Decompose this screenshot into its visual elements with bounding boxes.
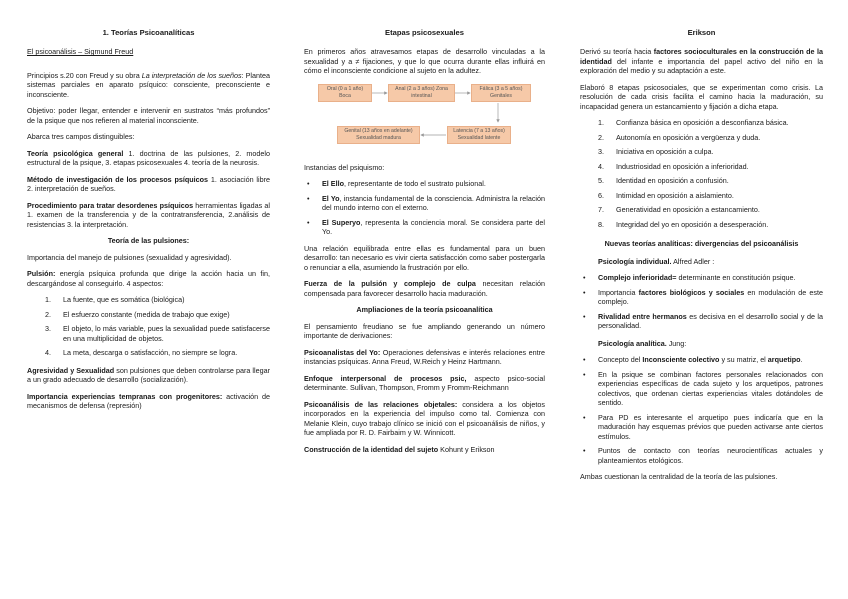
column-freud bbox=[27, 28, 270, 418]
stage-genital: Genital (13 años en adelante) Sexualidad madura bbox=[337, 126, 420, 144]
list-item: • En la psique se combinan factores personales relacionados con experiencias específicas de cada sujeto y los arquetipos, patrones colectivos, que ordenan ciertas experiencias vitales dotándoles de sentido. bbox=[583, 369, 823, 408]
sub-heading: Psicología analítica. Jung: bbox=[598, 338, 687, 348]
list-item: • El Ello, representante de todo el sustrato pulsional. bbox=[307, 179, 486, 189]
list-item: • Rivalidad entre hermanos es decisiva en el desarrollo social y de la personalidad. bbox=[583, 311, 823, 331]
paragraph: Elaboró 8 etapas psicosociales, que se experimentan como crisis. La resolución de cada crisis facilita el camino hacia la maduración, su incapacidad genera un estancamiento y fijación a dicha etapa. bbox=[580, 82, 823, 111]
paragraph: El pensamiento freudiano se fue ampliando generando un número importante de derivaciones: bbox=[304, 321, 545, 341]
paragraph: Principios s.20 con Freud y su obra La interpretación de los sueños: Plantea sistemas parciales en aparato psíquico: consciente, preconsciente e inconsciente. bbox=[27, 70, 271, 99]
section-heading: Teoría de las pulsiones: bbox=[107, 236, 190, 246]
section-title: 1. Teorías Psicoanalíticas bbox=[102, 28, 195, 37]
paragraph: Método de investigación de los procesos psíquicos 1. asociación libre 2. interpretación de sueños. bbox=[27, 174, 270, 194]
stage-oral: Oral (0 a 1 año) Boca bbox=[318, 84, 372, 102]
list-item: • El Superyo, representa la conciencia moral. Se considera parte del Yo. bbox=[307, 217, 546, 237]
list-item: 6. Intimidad en oposición a aislamiento. bbox=[598, 190, 734, 200]
column-erikson bbox=[580, 28, 823, 489]
stage-falica: Fálica (3 a 5 años) Genitales bbox=[471, 84, 531, 102]
paragraph: Construcción de la identidad del sujeto Kohunt y Erikson bbox=[304, 444, 495, 454]
aspects-list bbox=[27, 295, 270, 358]
paragraph: Psicoanalistas del Yo: Operaciones defensivas e interés relaciones entre instancias psíquicas. Anna Freud, W.Reich y Heinz Hartmann. bbox=[304, 347, 546, 367]
paragraph: Fuerza de la pulsión y complejo de culpa necesitan relación compensada para favorecer desarrollo hacia maduración. bbox=[304, 279, 545, 298]
paragraph: Ambas cuestionan la centralidad de la teoría de las pulsiones. bbox=[580, 472, 778, 482]
subtitle: El psicoanálisis – Sigmund Freud bbox=[27, 47, 134, 57]
paragraph: Importancia del manejo de pulsiones (sexualidad y agresividad). bbox=[27, 252, 232, 262]
jung-list bbox=[580, 355, 823, 465]
list-item: 1. La fuente, que es somática (biológica) bbox=[45, 295, 185, 305]
stage-anal: Anal (2 a 3 años) Zona intestinal bbox=[388, 84, 455, 102]
list-item: 4. La meta, descarga o satisfacción, no siempre se logra. bbox=[45, 348, 238, 358]
section-title: Etapas psicosexuales bbox=[385, 28, 464, 37]
list-item: 2. Autonomía en oposición a vergüenza y duda. bbox=[598, 132, 761, 142]
paragraph: En primeros años atravesamos etapas de desarrollo vinculadas a la sexualidad y a ≠ fijaciones, y que lo que ocurra durante ellas influirá en cómo el inconsciente condicione al sujeto en la adultez. bbox=[304, 47, 545, 76]
paragraph: Abarca tres campos distinguibles: bbox=[27, 132, 135, 142]
paragraph: Derivó su teoría hacia factores socioculturales en la construcción de la identidad del infante e importancia del papel activo del niño en la exploración del medio y su adaptación a este. bbox=[580, 47, 823, 76]
paragraph: Enfoque interpersonal de procesos psic, aspecto psico-social determinante. Sullivan, Thompson, Fromm y Fromm-Reichmann bbox=[304, 373, 545, 393]
list-item: 4. Industriosidad en oposición a inferioridad. bbox=[598, 161, 749, 171]
adler-list bbox=[580, 273, 823, 331]
section-title: Erikson bbox=[687, 28, 716, 37]
list-item: 3. Iniciativa en oposición a culpa. bbox=[598, 147, 714, 157]
list-item: 5. Identidad en oposición a confusión. bbox=[598, 176, 729, 186]
list-item: 8. Integridad del yo en oposición a desesperación. bbox=[598, 219, 769, 229]
list-item: 1. Confianza básica en oposición a desconfianza básica. bbox=[598, 118, 789, 128]
list-item: 3. El objeto, lo más variable, pues la sexualidad puede satisfacerse en una multiplicidad de objetos. bbox=[45, 324, 270, 343]
paragraph: Importancia experiencias tempranas con progenitores: activación de mecanismos de defensa (represión) bbox=[27, 391, 271, 411]
list-item: • El Yo, instancia fundamental de la consciencia. Administra la relación del mundo interno con el externo. bbox=[307, 193, 546, 213]
paragraph: Pulsión: energía psíquica profunda que dirige la acción hacia un fin, descargándose al conseguirlo. 4 aspectos: bbox=[27, 269, 270, 288]
paragraph: Una relación equilibrada entre ellas es fundamental para un buen desarrollo: tan necesario es vivir cierta satisfacción como saber postergarla o renunciar a ella, asumiendo la frustración por ello. bbox=[304, 243, 545, 272]
paragraph: Psicoanálisis de las relaciones objetales: considera a los objetos incorporados en la experiencia del impulso como tal. Comienza con Melanie Klein, cuyo trabajo clínico se inició con el psicoanálisis de niños, y fue ampliada por R. D. Fairbaim y W. Winnicott. bbox=[304, 399, 545, 438]
paragraph: Instancias del psiquismo: bbox=[304, 162, 385, 172]
paragraph: Objetivo: poder llegar, entender e intervenir en sustratos “más profundos” de la psique que nos refieren al material inconsciente. bbox=[27, 106, 270, 125]
list-item: • Puntos de contacto con teorías neurocientíficas actuales y planteamientos etológicos. bbox=[583, 446, 823, 465]
section-heading: Nuevas teorías analíticas: divergencias del psicoanálisis bbox=[604, 239, 799, 249]
section-heading: Ampliaciones de la teoría psicoanalítica bbox=[356, 305, 493, 315]
instances-list bbox=[304, 179, 545, 237]
column-etapas bbox=[304, 28, 545, 461]
paragraph: Procedimiento para tratar desordenes psíquicos herramientas ligadas al 1. examen de la transferencia y de la contratransferencia, 2.análisis de resistencias 3. la interpretación. bbox=[27, 200, 270, 229]
stages-diagram bbox=[304, 83, 545, 155]
list-item: • Concepto del Inconsciente colectivo y su matriz, el arquetipo. bbox=[583, 355, 803, 365]
stage-latencia: Latencia (7 a 13 años) Sexualidad latente bbox=[447, 126, 511, 144]
list-item: • Importancia factores biológicos y sociales en modulación de este complejo. bbox=[583, 287, 823, 307]
stages-list bbox=[580, 118, 823, 229]
paragraph: Agresividad y Sexualidad son pulsiones que deben controlarse para llegar a un grado adecuado de desarrollo (socialización). bbox=[27, 365, 270, 385]
list-item: • Complejo inferioridad= determinante en constitución psique. bbox=[583, 273, 796, 283]
list-item: 7. Generatividad en oposición a estancamiento. bbox=[598, 205, 760, 215]
sub-heading: Psicología individual. Alfred Adler : bbox=[598, 256, 715, 266]
paragraph: Teoría psicológica general 1. doctrina de las pulsiones, 2. modelo estructural de la psique, 3. etapas psicosexuales 4. teoría de la neurosis. bbox=[27, 148, 270, 168]
list-item: 2. El esfuerzo constante (medida de trabajo que exige) bbox=[45, 309, 230, 319]
list-item: • Para PD es interesante el arquetipo pues indicaría que en la maduración hay esquemas prévios que pueden activarse ante ciertos estímulos. bbox=[583, 412, 823, 441]
